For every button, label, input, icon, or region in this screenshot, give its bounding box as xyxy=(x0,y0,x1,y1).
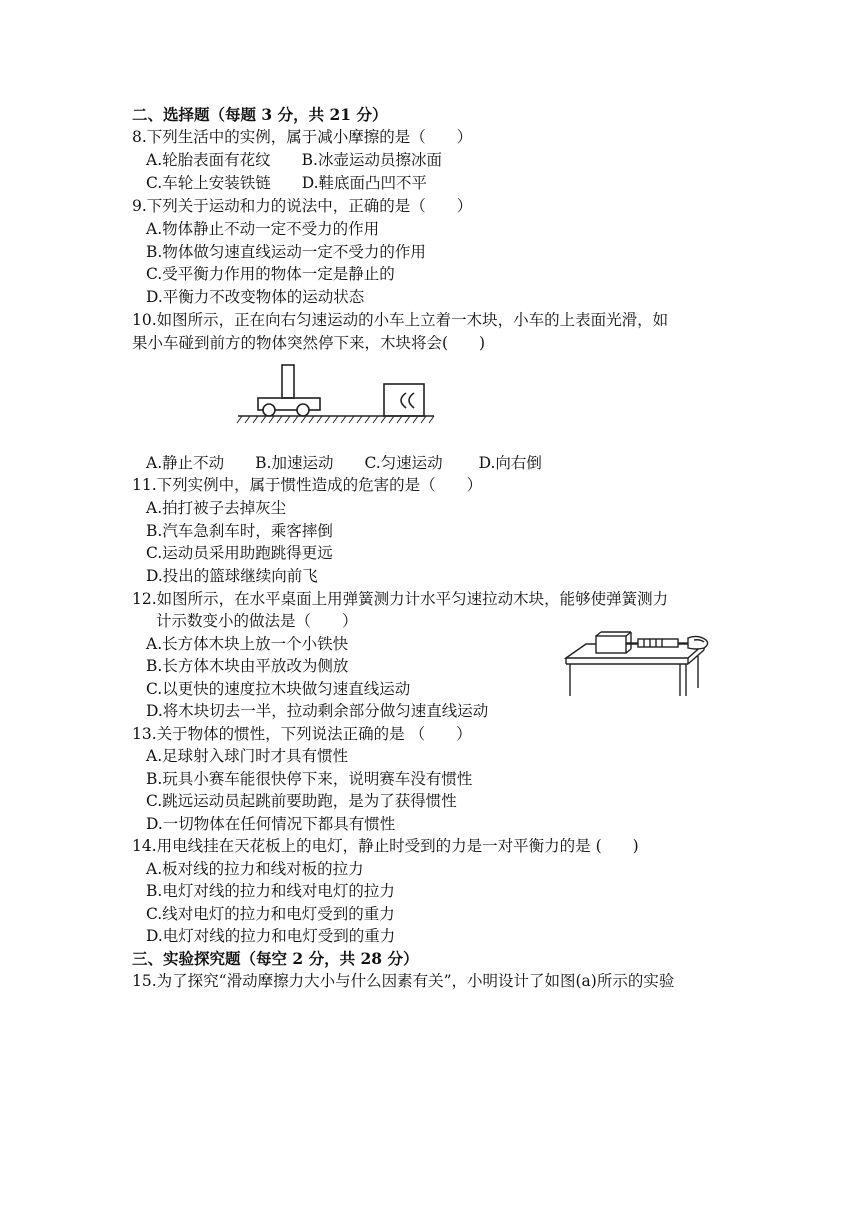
question-14-stem: 14.用电线挂在天花板上的电灯，静止时受到的力是一对平衡力的是 ( ) xyxy=(132,837,639,855)
question-14-option-c: C.线对电灯的拉力和电灯受到的重力 xyxy=(146,905,395,923)
question-11-option-d: D.投出的篮球继续向前飞 xyxy=(146,567,318,585)
question-14-option-a: A.板对线的拉力和线对板的拉力 xyxy=(146,860,364,878)
question-13-stem: 13.关于物体的惯性，下列说法正确的是 （ ） xyxy=(132,725,472,743)
question-13-option-a: A.足球射入球门时才具有惯性 xyxy=(146,747,349,765)
question-9-option-d: D.平衡力不改变物体的运动状态 xyxy=(146,288,365,306)
question-8-stem: 8.下列生活中的实例，属于减小摩擦的是（ ） xyxy=(132,128,473,146)
question-8-options-row-2: C.车轮上安装铁链 D.鞋底面凸凹不平 xyxy=(146,174,428,192)
question-13-option-d: D.一切物体在任何情况下都具有惯性 xyxy=(146,815,396,833)
question-8-options-row-1: A.轮胎表面有花纹 B.冰壶运动员擦冰面 xyxy=(146,151,442,169)
question-12-option-b: B.长方体木块由平放改为侧放 xyxy=(146,657,349,675)
hand-icon xyxy=(688,636,708,649)
question-12-option-a: A.长方体木块上放一个小铁快 xyxy=(146,635,349,653)
upright-wood-block xyxy=(282,365,294,398)
cart-wheel-right xyxy=(297,404,309,416)
cart-wheel-left xyxy=(263,404,275,416)
cart-block-figure xyxy=(236,362,436,430)
question-10-options: A.静止不动 B.加速运动 C.匀速运动 D.向右倒 xyxy=(146,454,542,472)
question-14-option-b: B.电灯对线的拉力和线对电灯的拉力 xyxy=(146,882,395,900)
obstacle-box xyxy=(384,384,424,416)
question-9-option-b: B.物体做匀速直线运动一定不受力的作用 xyxy=(146,243,426,261)
question-11-option-c: C.运动员采用助跑跳得更远 xyxy=(146,544,333,562)
section-heading-experiment: 三、实验探究题（每空 2 分，共 28 分） xyxy=(132,949,419,968)
question-9-option-c: C.受平衡力作用的物体一定是静止的 xyxy=(146,265,395,283)
question-12-option-c: C.以更快的速度拉木块做匀速直线运动 xyxy=(146,680,411,698)
question-12-stem-line-1: 12.如图所示，在水平桌面上用弹簧测力计水平匀速拉动木块，能够使弹簧测力 xyxy=(132,590,669,608)
question-14-option-d: D.电灯对线的拉力和电灯受到的重力 xyxy=(146,927,396,945)
section-heading-choice: 二、选择题（每题 3 分，共 21 分） xyxy=(132,105,388,124)
question-11-option-a: A.拍打被子去掉灰尘 xyxy=(146,499,287,517)
question-9-option-a: A.物体静止不动一定不受力的作用 xyxy=(146,220,380,238)
question-12-option-d: D.将木块切去一半，拉动剩余部分做匀速直线运动 xyxy=(146,702,489,720)
question-13-option-b: B.玩具小赛车能很快停下来，说明赛车没有惯性 xyxy=(146,770,473,788)
question-11-option-b: B.汽车急刹车时，乘客摔倒 xyxy=(146,522,333,540)
question-15-stem: 15.为了探究“滑动摩擦力大小与什么因素有关”，小明设计了如图(a)所示的实验 xyxy=(132,972,675,990)
question-11-stem: 11.下列实例中，属于惯性造成的危害的是（ ） xyxy=(132,476,483,494)
question-12-stem-line-2: 计示数变小的做法是（ ） xyxy=(156,612,358,630)
question-10-stem-line-2: 果小车碰到前方的物体突然停下来，木块将会( ) xyxy=(132,334,486,352)
table-top xyxy=(566,644,704,658)
question-9-stem: 9.下列关于运动和力的说法中，正确的是（ ） xyxy=(132,197,473,215)
question-10-stem-line-1: 10.如图所示，正在向右匀速运动的小车上立着一木块，小车的上表面光滑，如 xyxy=(132,311,669,329)
question-13-option-c: C.跳远运动员起跳前要助跑，是为了获得惯性 xyxy=(146,792,457,810)
table-spring-scale-figure xyxy=(564,628,714,698)
wood-block xyxy=(596,636,626,653)
